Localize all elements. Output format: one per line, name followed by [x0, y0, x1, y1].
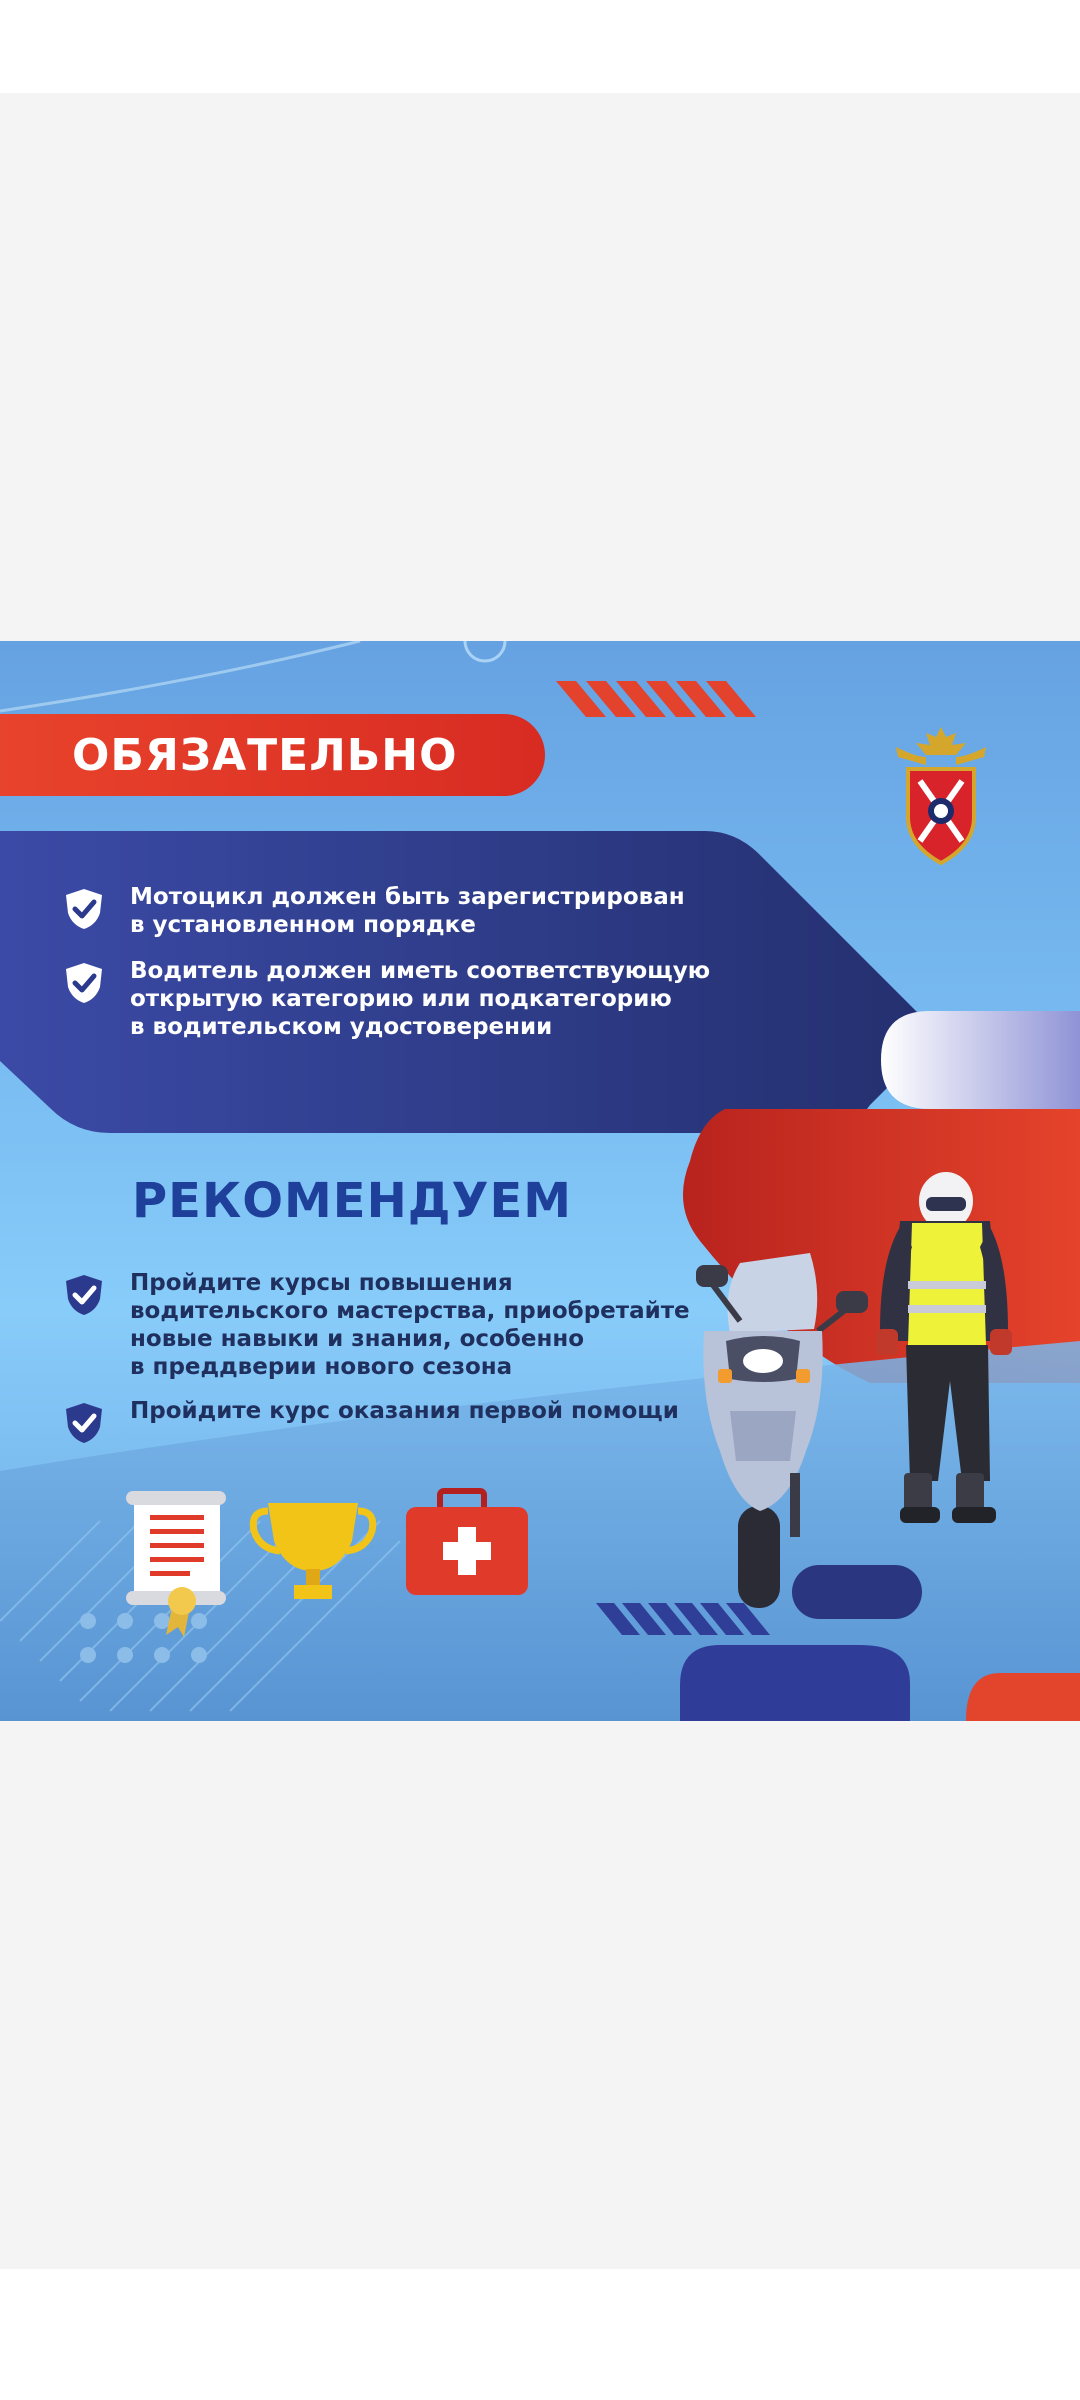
mandatory-item-line: открытую категорию или подкатегорию [130, 986, 672, 1012]
recommend-item-line: Пройдите курсы повышения [130, 1270, 513, 1296]
mandatory-item-line: Мотоцикл должен быть зарегистрирован [130, 884, 685, 910]
top-bar [0, 0, 1080, 93]
mandatory-item-license [64, 957, 710, 1041]
recommend-item-first-aid [64, 1397, 679, 1445]
mandatory-item-line: Водитель должен иметь соответствующую [130, 958, 711, 984]
mandatory-item-registration [64, 883, 685, 939]
recommend-item-line: водительского мастерства, приобретайте [130, 1298, 690, 1324]
shield-check-icon [64, 1273, 104, 1317]
recommend-item-line: Пройдите курс оказания первой помощи [130, 1398, 679, 1424]
recommend-item-line: новые навыки и знания, особенно [130, 1326, 585, 1352]
mandatory-item-line: в установленном порядке [130, 912, 476, 938]
poster-image [0, 641, 1080, 1721]
mandatory-title: ОБЯЗАТЕЛЬНО [72, 730, 458, 781]
recommend-item-line: в преддверии нового сезона [130, 1354, 513, 1380]
recommend-title: РЕКОМЕНДУЕМ [132, 1173, 573, 1229]
gosavtoinspektsiya-emblem-icon [886, 717, 996, 897]
shield-check-icon [64, 887, 104, 931]
bottom-bar [0, 2269, 1080, 2400]
mandatory-item-line: в водительском удостоверении [130, 1014, 553, 1040]
shield-check-icon [64, 1401, 104, 1445]
recommend-item-courses [64, 1269, 690, 1381]
shield-check-icon [64, 961, 104, 1005]
